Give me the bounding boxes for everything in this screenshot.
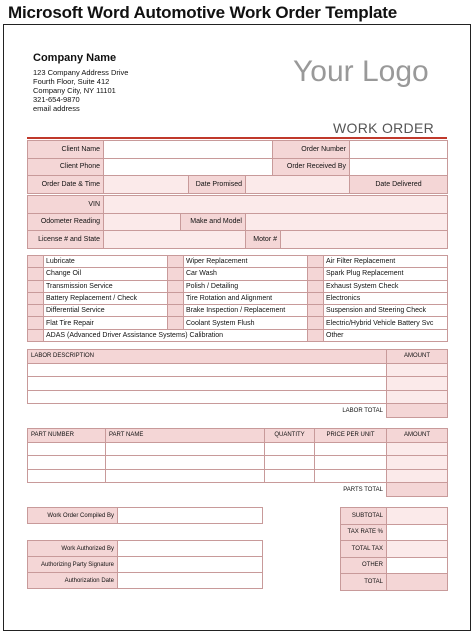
part-number-cell[interactable] xyxy=(28,442,106,456)
client-phone-label: Client Phone xyxy=(28,158,104,176)
amount-cell[interactable] xyxy=(387,456,448,470)
company-name: Company Name xyxy=(33,52,117,64)
table-row xyxy=(28,456,448,470)
part-number-cell[interactable] xyxy=(28,469,106,483)
part-name-cell[interactable] xyxy=(106,456,265,470)
parts-amount-header: AMOUNT xyxy=(387,429,448,443)
order-date-time-label: Order Date & Time xyxy=(28,176,104,194)
part-number-cell[interactable] xyxy=(28,456,106,470)
motor-label: Motor # xyxy=(246,231,281,249)
summary-table xyxy=(340,507,448,591)
part-name-cell[interactable] xyxy=(106,469,265,483)
part-name-header: PART NAME xyxy=(106,429,265,443)
labor-amount-cell[interactable] xyxy=(387,363,448,377)
service-label: Lubricate xyxy=(44,256,168,268)
service-checkbox[interactable] xyxy=(28,268,44,280)
service-checkbox[interactable] xyxy=(308,292,324,304)
motor-field[interactable] xyxy=(281,231,448,249)
company-city-line: Company City, NY 11101 xyxy=(33,86,116,95)
service-checkbox[interactable] xyxy=(168,256,184,268)
subtotal-label: SUBTOTAL xyxy=(341,508,387,525)
service-label: Change Oil xyxy=(44,268,168,280)
logo-placeholder: Your Logo xyxy=(293,55,429,88)
service-checkbox[interactable] xyxy=(308,305,324,317)
compiled-by-label: Work Order Compiled By xyxy=(28,508,118,524)
table-row xyxy=(28,350,448,364)
service-checkbox[interactable] xyxy=(28,280,44,292)
authorization-date-field[interactable] xyxy=(118,573,263,589)
service-checkbox[interactable] xyxy=(308,256,324,268)
table-row xyxy=(28,508,263,524)
total-field[interactable] xyxy=(387,574,448,591)
other-field[interactable] xyxy=(387,557,448,574)
service-label: Transmission Service xyxy=(44,280,168,292)
table-row xyxy=(28,541,263,557)
table-row xyxy=(341,524,448,541)
list-item xyxy=(28,256,448,268)
price-cell[interactable] xyxy=(315,456,387,470)
part-name-cell[interactable] xyxy=(106,442,265,456)
price-cell[interactable] xyxy=(315,442,387,456)
table-row xyxy=(28,469,448,483)
quantity-header: QUANTITY xyxy=(265,429,315,443)
service-label: Wiper Replacement xyxy=(184,256,308,268)
service-checkbox[interactable] xyxy=(168,268,184,280)
service-label: Exhaust System Check xyxy=(324,280,448,292)
authorized-by-label: Work Authorized By xyxy=(28,541,118,557)
labor-amount-cell[interactable] xyxy=(387,377,448,391)
compiled-by-field[interactable] xyxy=(118,508,263,524)
amount-cell[interactable] xyxy=(387,442,448,456)
table-row xyxy=(28,176,448,194)
service-label: Battery Replacement / Check xyxy=(44,292,168,304)
service-checkbox[interactable] xyxy=(308,317,324,329)
odometer-label: Odometer Reading xyxy=(28,213,104,231)
customer-info-table xyxy=(27,140,448,194)
service-label: Suspension and Steering Check xyxy=(324,305,448,317)
company-phone: 321-654-9870 xyxy=(33,95,80,104)
quantity-cell[interactable] xyxy=(265,442,315,456)
service-checkbox[interactable] xyxy=(28,317,44,329)
service-label: Differential Service xyxy=(44,305,168,317)
order-number-label: Order Number xyxy=(273,141,350,159)
list-item xyxy=(28,305,448,317)
labor-description-cell[interactable] xyxy=(28,363,387,377)
table-row xyxy=(341,508,448,525)
service-label: Electric/Hybrid Vehicle Battery Svc xyxy=(324,317,448,329)
labor-amount-header: AMOUNT xyxy=(387,350,448,364)
service-label: Coolant System Flush xyxy=(184,317,308,329)
list-item xyxy=(28,317,448,329)
service-label: Air Filter Replacement xyxy=(324,256,448,268)
service-label: Polish / Detailing xyxy=(184,280,308,292)
authorization-date-label: Authorization Date xyxy=(28,573,118,589)
labor-table xyxy=(27,349,448,418)
work-order-title: WORK ORDER xyxy=(333,120,434,136)
table-row xyxy=(28,442,448,456)
total-tax-field[interactable] xyxy=(387,541,448,558)
authorization-table xyxy=(27,540,263,589)
title-divider xyxy=(27,137,447,139)
list-item xyxy=(28,280,448,292)
order-date-time-field[interactable] xyxy=(104,176,189,194)
table-row xyxy=(28,573,263,589)
table-row xyxy=(28,158,448,176)
authorized-by-field[interactable] xyxy=(118,541,263,557)
service-checkbox[interactable] xyxy=(168,292,184,304)
client-phone-field[interactable] xyxy=(104,158,273,176)
service-checkbox[interactable] xyxy=(308,329,324,341)
total-label: TOTAL xyxy=(341,574,387,591)
labor-description-cell[interactable] xyxy=(28,390,387,404)
order-received-by-field[interactable] xyxy=(350,158,448,176)
table-row xyxy=(28,377,448,391)
service-label: Electronics xyxy=(324,292,448,304)
page-title: Microsoft Word Automotive Work Order Template xyxy=(8,3,397,22)
service-label: Flat Tire Repair xyxy=(44,317,168,329)
service-checkbox[interactable] xyxy=(28,292,44,304)
license-state-label: License # and State xyxy=(28,231,104,249)
vin-field[interactable] xyxy=(104,196,448,214)
client-name-label: Client Name xyxy=(28,141,104,159)
service-label: Car Wash xyxy=(184,268,308,280)
total-tax-label: TOTAL TAX xyxy=(341,541,387,558)
quantity-cell[interactable] xyxy=(265,469,315,483)
company-address-line-1: 123 Company Address Drive xyxy=(33,68,129,77)
make-model-label: Make and Model xyxy=(181,213,246,231)
list-item xyxy=(28,292,448,304)
table-row xyxy=(341,557,448,574)
service-label: Other xyxy=(324,329,448,341)
price-per-unit-header: PRICE PER UNIT xyxy=(315,429,387,443)
vin-label: VIN xyxy=(28,196,104,214)
date-promised-field[interactable] xyxy=(246,176,350,194)
service-checkbox[interactable] xyxy=(168,317,184,329)
amount-cell[interactable] xyxy=(387,469,448,483)
labor-amount-cell[interactable] xyxy=(387,390,448,404)
table-row xyxy=(28,390,448,404)
signature-field[interactable] xyxy=(118,557,263,573)
part-number-header: PART NUMBER xyxy=(28,429,106,443)
tax-rate-label: TAX RATE % xyxy=(341,524,387,541)
service-checkbox[interactable] xyxy=(28,305,44,317)
parts-total-field[interactable] xyxy=(387,483,448,497)
signature-label: Authorizing Party Signature xyxy=(28,557,118,573)
service-label: Tire Rotation and Alignment xyxy=(184,292,308,304)
services-checklist xyxy=(27,255,448,342)
table-row xyxy=(28,363,448,377)
labor-description-header: LABOR DESCRIPTION xyxy=(28,350,387,364)
labor-total-label: LABOR TOTAL xyxy=(342,407,383,414)
table-row xyxy=(28,429,448,443)
odometer-field[interactable] xyxy=(104,213,181,231)
service-checkbox[interactable] xyxy=(308,268,324,280)
license-state-field[interactable] xyxy=(104,231,246,249)
company-email: email address xyxy=(33,104,80,113)
price-cell[interactable] xyxy=(315,469,387,483)
table-row xyxy=(28,404,448,418)
list-item xyxy=(28,268,448,280)
date-delivered-label: Date Delivered xyxy=(350,176,448,194)
table-row xyxy=(28,231,448,249)
date-promised-label: Date Promised xyxy=(189,176,246,194)
quantity-cell[interactable] xyxy=(265,456,315,470)
labor-description-cell[interactable] xyxy=(28,377,387,391)
table-row xyxy=(341,574,448,591)
service-checkbox[interactable] xyxy=(28,329,44,341)
table-row xyxy=(28,196,448,214)
other-label: OTHER xyxy=(341,557,387,574)
order-number-field[interactable] xyxy=(350,141,448,159)
service-checkbox[interactable] xyxy=(28,256,44,268)
table-row xyxy=(28,141,448,159)
list-item xyxy=(28,329,448,341)
service-checkbox[interactable] xyxy=(168,280,184,292)
service-label: Brake Inspection / Replacement xyxy=(184,305,308,317)
make-model-field[interactable] xyxy=(246,213,448,231)
table-row xyxy=(341,541,448,558)
tax-rate-field[interactable] xyxy=(387,524,448,541)
order-received-by-label: Order Received By xyxy=(273,158,350,176)
service-checkbox[interactable] xyxy=(168,305,184,317)
parts-table xyxy=(27,428,448,497)
service-label: ADAS (Advanced Driver Assistance Systems) Calibration xyxy=(44,329,308,341)
parts-total-label: PARTS TOTAL xyxy=(343,486,383,493)
table-row xyxy=(28,213,448,231)
company-address-line-2: Fourth Floor, Suite 412 xyxy=(33,77,110,86)
labor-total-field[interactable] xyxy=(387,404,448,418)
vehicle-info-table xyxy=(27,195,448,249)
table-row xyxy=(28,557,263,573)
client-name-field[interactable] xyxy=(104,141,273,159)
subtotal-field[interactable] xyxy=(387,508,448,525)
compiled-by-table xyxy=(27,507,263,524)
service-checkbox[interactable] xyxy=(308,280,324,292)
service-label: Spark Plug Replacement xyxy=(324,268,448,280)
table-row xyxy=(28,483,448,497)
